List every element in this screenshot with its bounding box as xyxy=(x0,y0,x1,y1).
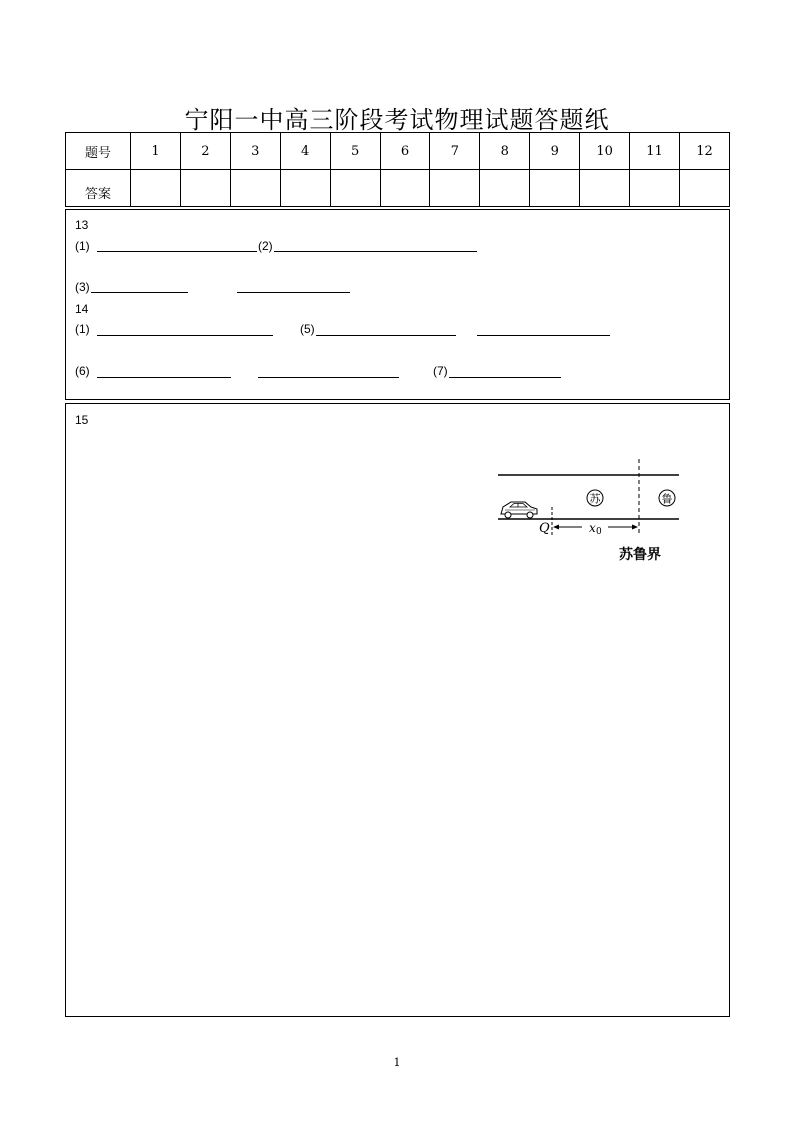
lu-label: 鲁 xyxy=(661,492,673,506)
question-number: 5 xyxy=(330,133,380,170)
answer-cell[interactable] xyxy=(679,170,729,207)
question-number: 3 xyxy=(230,133,280,170)
answer-cell[interactable] xyxy=(580,170,630,207)
answer-cell[interactable] xyxy=(131,170,181,207)
answer-cell[interactable] xyxy=(480,170,530,207)
border-caption: 苏鲁界 xyxy=(619,547,661,563)
q14-answer-line-6b[interactable] xyxy=(258,377,399,378)
page-title: 宁阳一中高三阶段考试物理试题答题纸 xyxy=(184,106,610,134)
q14-label-1: (1) xyxy=(75,322,90,336)
su-label: 苏 xyxy=(589,492,601,506)
x-subscript: 0 xyxy=(596,527,602,537)
answer-cell[interactable] xyxy=(530,170,580,207)
row-label-answer: 答案 xyxy=(66,170,131,207)
answer-cell[interactable] xyxy=(380,170,430,207)
road-diagram-svg xyxy=(495,455,695,570)
question-number: 12 xyxy=(679,133,729,170)
question-number: 4 xyxy=(280,133,330,170)
question-number: 8 xyxy=(480,133,530,170)
question-number: 6 xyxy=(380,133,430,170)
q13-answer-line-2[interactable] xyxy=(274,251,477,252)
q14-answer-line-5a[interactable] xyxy=(316,335,456,336)
answer-cell[interactable] xyxy=(430,170,480,207)
road-diagram xyxy=(495,455,695,570)
q13-label-2: (2) xyxy=(258,239,273,253)
table-row-number xyxy=(66,133,730,170)
q14-answer-line-5b[interactable] xyxy=(477,335,610,336)
q14-label-6: (6) xyxy=(75,364,90,378)
q13-answer-line-3a[interactable] xyxy=(91,292,188,293)
q14-label-7: (7) xyxy=(433,364,448,378)
question-number: 7 xyxy=(430,133,480,170)
answer-cell[interactable] xyxy=(330,170,380,207)
x-label: x xyxy=(589,521,596,535)
table-row-answer xyxy=(66,170,730,207)
section-14-number: 14 xyxy=(75,302,89,316)
q-label: Q xyxy=(539,521,550,536)
section-13-number: 13 xyxy=(75,218,89,232)
question-number: 9 xyxy=(530,133,580,170)
question-number: 11 xyxy=(630,133,680,170)
q13-answer-line-1[interactable] xyxy=(97,251,257,252)
answer-cell[interactable] xyxy=(630,170,680,207)
question-number: 1 xyxy=(131,133,181,170)
question-number: 2 xyxy=(180,133,230,170)
q14-label-5: (5) xyxy=(300,322,315,336)
page-number: 1 xyxy=(393,1056,401,1069)
q13-label-3: (3) xyxy=(75,280,90,294)
section-15-number: 15 xyxy=(75,413,89,427)
q14-answer-line-1[interactable] xyxy=(97,335,273,336)
q13-answer-line-3b[interactable] xyxy=(237,292,350,293)
row-label-number: 题号 xyxy=(66,133,131,170)
answer-cell[interactable] xyxy=(280,170,330,207)
section-13-14-box xyxy=(65,209,730,400)
answer-table xyxy=(65,132,730,207)
answer-cell[interactable] xyxy=(180,170,230,207)
q13-label-1: (1) xyxy=(75,239,90,253)
q14-answer-line-7[interactable] xyxy=(449,377,561,378)
answer-cell[interactable] xyxy=(230,170,280,207)
q14-answer-line-6a[interactable] xyxy=(97,377,231,378)
question-number: 10 xyxy=(580,133,630,170)
